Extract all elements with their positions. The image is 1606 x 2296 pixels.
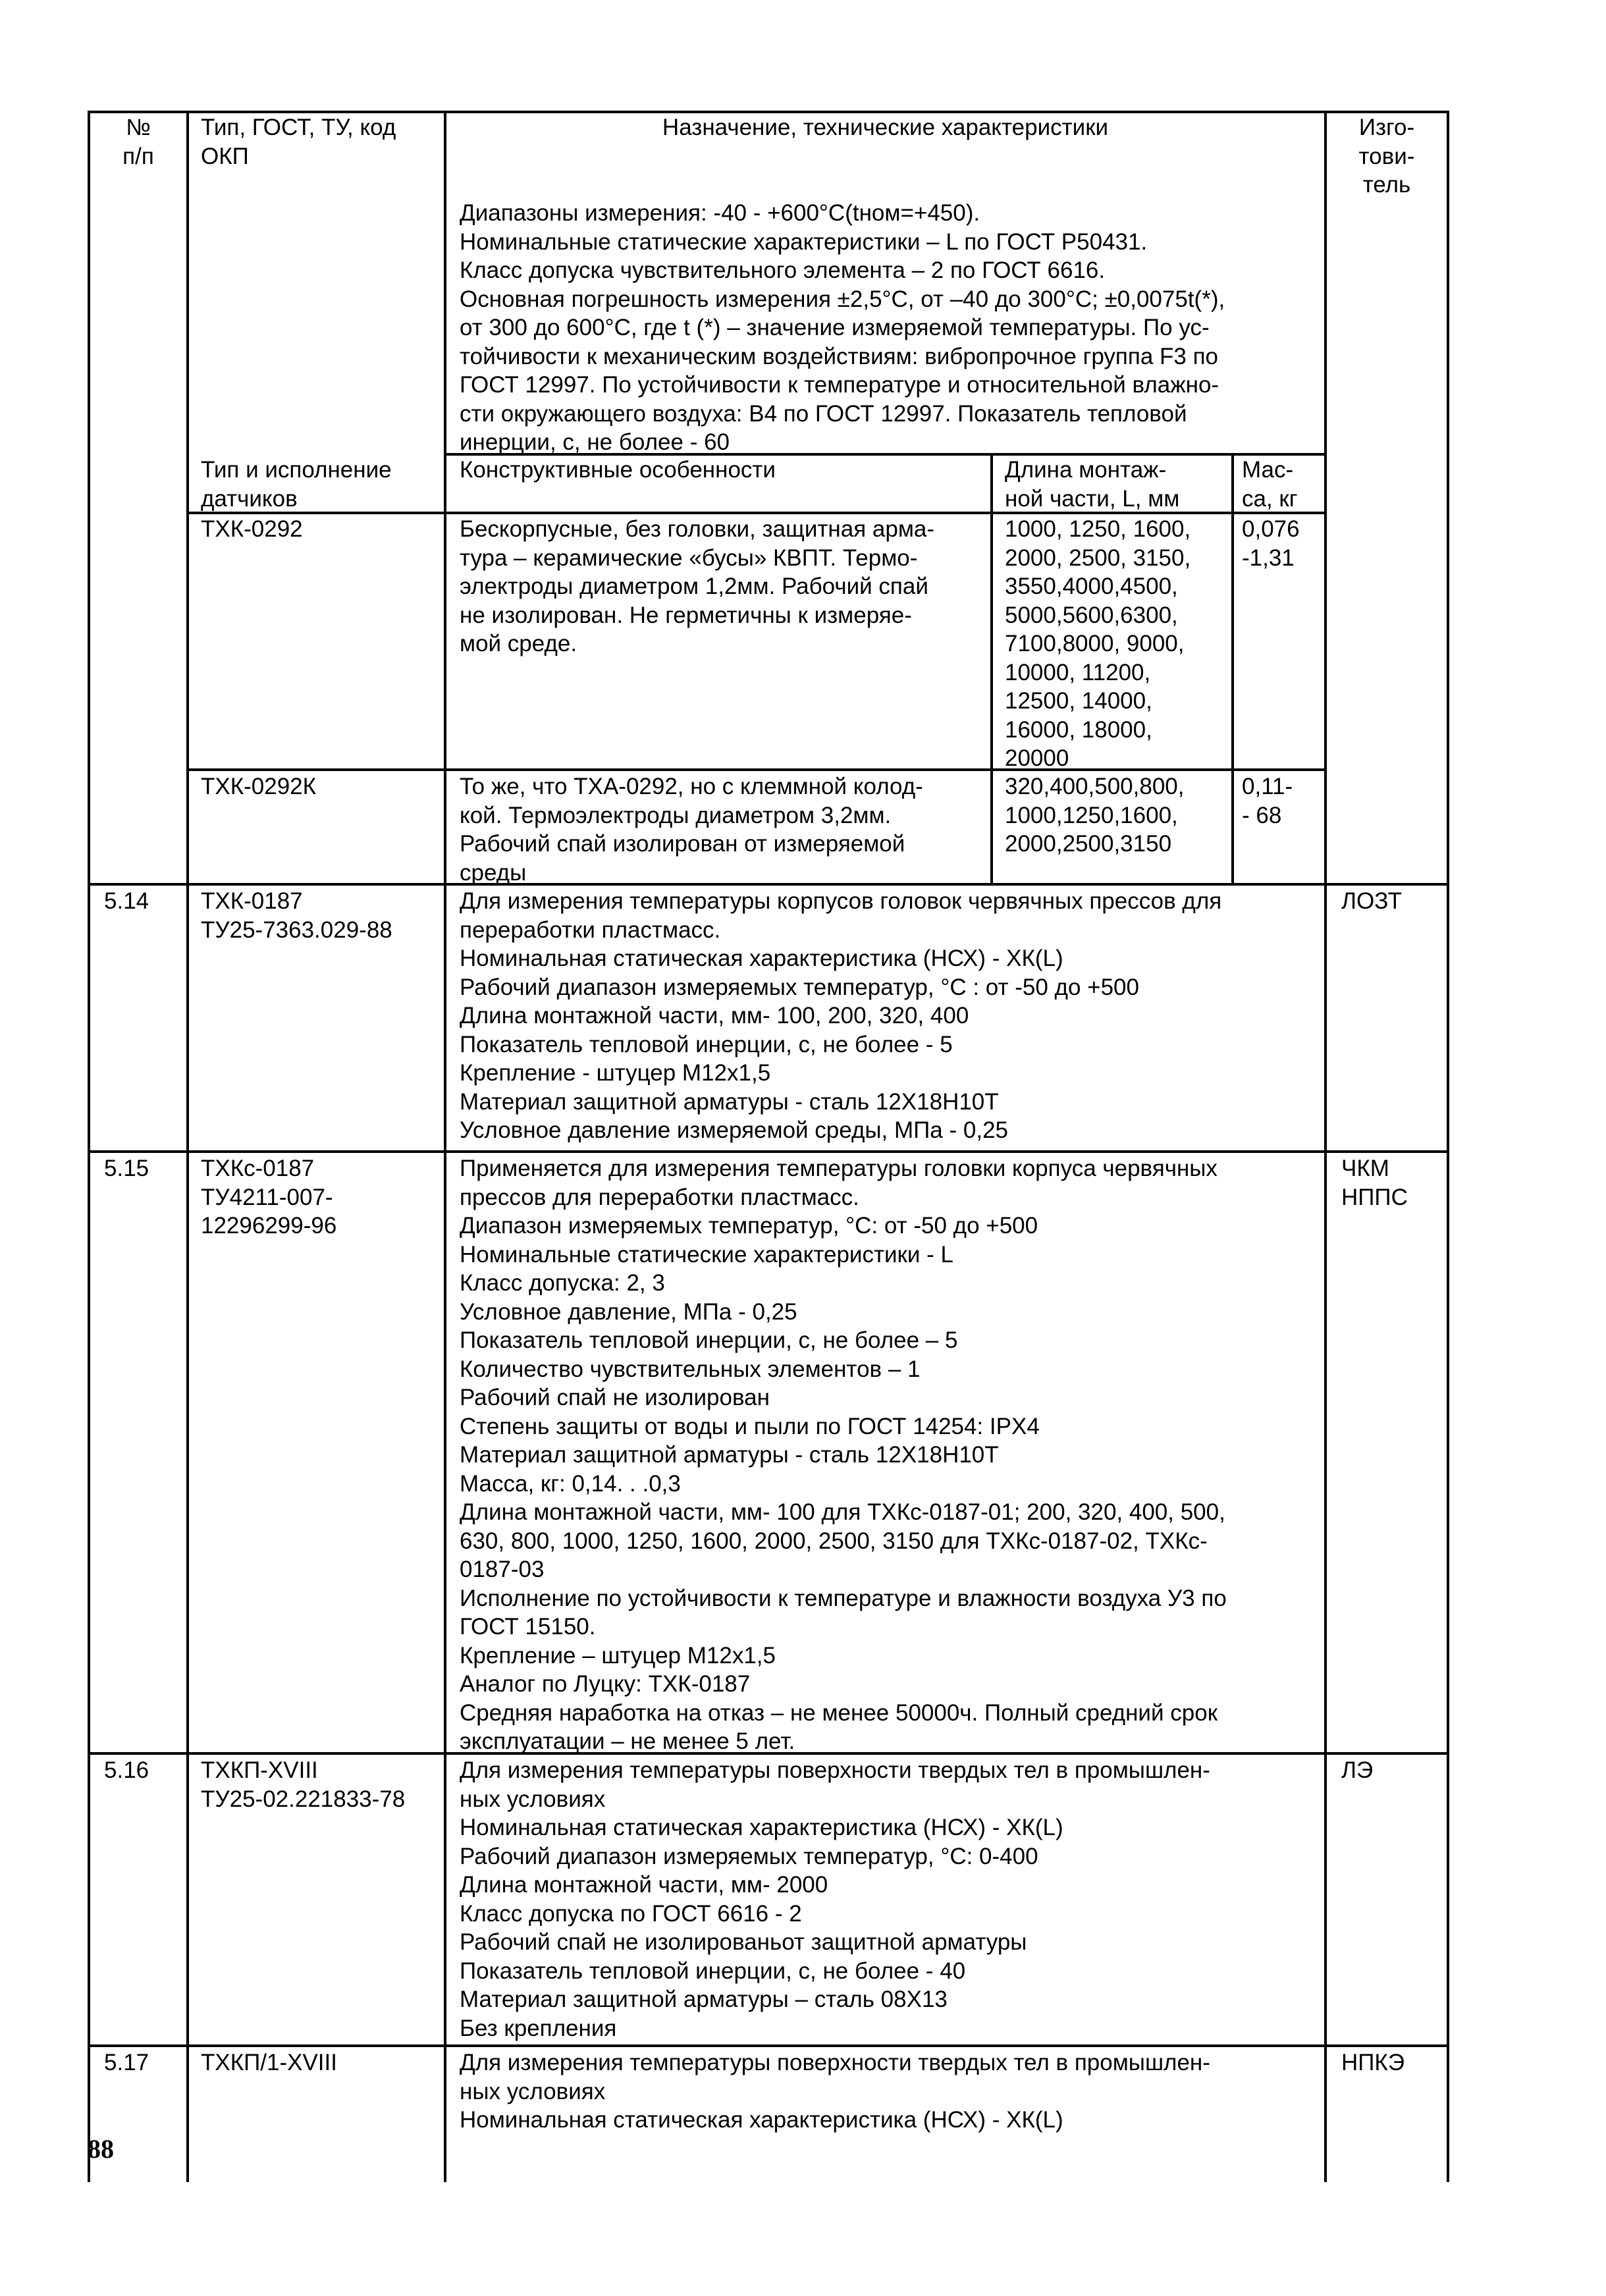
row-type: ТХК-0187 ТУ25-7363.029-88 bbox=[201, 888, 392, 943]
variant-length: 1000, 1250, 1600, 2000, 2500, 3150, 3550,4000,4500, 5000,5600,6300, 7100,8000, 9000, 10000, 11200, 12500, 14000, 16000, 18000, 20000 bbox=[1005, 516, 1191, 771]
subheader-length: Длина монтаж- ной части, L, мм bbox=[1005, 457, 1180, 512]
col-divider-length bbox=[990, 453, 993, 883]
row-manufacturer: НПКЭ bbox=[1341, 2050, 1405, 2075]
row-type: ТХКс-0187 ТУ4211-007- 12296299-96 bbox=[201, 1156, 337, 1239]
table-right-border bbox=[1447, 111, 1449, 2182]
variant-design: Бескорпусные, без головки, защитная арма- тура – керамические «бусы» КВПТ. Термо- электроды диаметром 1,2мм. Рабочий спай не изолирован. Не герметичны к измеряе- мой среде. bbox=[460, 516, 935, 656]
row-number: 5.17 bbox=[104, 2050, 149, 2075]
row-line-5-17 bbox=[88, 2044, 1449, 2047]
variant-mass: 0,076 -1,31 bbox=[1242, 516, 1300, 571]
row-manufacturer: ЛЭ bbox=[1341, 1757, 1374, 1783]
row-manufacturer: ЛОЗТ bbox=[1341, 888, 1402, 914]
row-description: Для измерения температуры корпусов головок червячных прессов для переработки пластмасс. Номинальная статическая характеристика (НСХ) - ХК(L) Рабочий диапазон измеряемых температур, °С : от -50 до +500 Длина монтажной части, мм- 100, 200, 320, 400 Показатель тепловой инерции, с, не более - 5 Крепление - штуцер М12х1,5 Материал защитной арматуры - сталь 12Х18Н10Т Условное давление измеряемой среды, МПа - 0,25 bbox=[460, 888, 1222, 1143]
header-maker: Изго- тови- тель bbox=[1358, 115, 1415, 198]
continued-spec-text: Диапазоны измерения: -40 - +600°C(tном=+450). Номинальные статические характеристики – L по ГОСТ Р50431. Класс допуска чувствительного элемента – 2 по ГОСТ 6616. Основная погрешность измерения ±2,5°С, от –40 до 300°С; ±0,0075t(*), от 300 до 600°С, где t (*) – значение измеряемой температуры. По ус- тойчивости к механическим воздействиям: вибропрочное группа F3 по ГОСТ 12997. По устойчивости к температуре и относительной влажно- сти окружающего воздуха: В4 по ГОСТ 12997. Показатель тепловой инерции, с, не более - 60 bbox=[460, 200, 1225, 455]
col-divider-type bbox=[444, 111, 446, 2182]
row-description: Для измерения температуры поверхности твердых тел в промышлен- ных условиях Номинальная статическая характеристика (НСХ) - ХК(L) bbox=[460, 2050, 1210, 2133]
col-divider-mass bbox=[1231, 453, 1234, 883]
row-description: Для измерения температуры поверхности твердых тел в промышлен- ных условиях Номинальная статическая характеристика (НСХ) - ХК(L) Рабочий диапазон измеряемых температур, °С: 0-400 Длина монтажной части, мм- 2000 Класс допуска по ГОСТ 6616 - 2 Рабочий спай не изолированьот защитной арматуры Показатель тепловой инерции, с, не более - 40 Материал защитной арматуры – сталь 08Х13 Без крепления bbox=[460, 1757, 1210, 2041]
subheader-type: Тип и исполнение датчиков bbox=[201, 457, 392, 512]
header-purpose: Назначение, технические характеристики bbox=[662, 115, 1109, 140]
row-number: 5.14 bbox=[104, 888, 149, 914]
table-left-border bbox=[88, 111, 90, 2182]
variant-mass: 0,11- - 68 bbox=[1242, 774, 1293, 828]
variant-length: 320,400,500,800, 1000,1250,1600, 2000,2500,3150 bbox=[1005, 774, 1185, 857]
col-divider-num bbox=[186, 111, 189, 2182]
subheader-mass: Мас- са, кг bbox=[1242, 457, 1298, 512]
page-number: 88 bbox=[88, 2134, 114, 2164]
col-divider-maker bbox=[1324, 111, 1327, 2182]
row-type: ТХКП/1-XVIII bbox=[201, 2050, 337, 2075]
row-line-5-15 bbox=[88, 1150, 1449, 1153]
variant-type: ТХК-0292К bbox=[201, 774, 317, 799]
variant-design: То же, что ТХА-0292, но с клеммной колод- кой. Термоэлектроды диаметром 3,2мм. Рабочий спай изолирован от измеряемой среды bbox=[460, 774, 923, 886]
header-type: Тип, ГОСТ, ТУ, код ОКП bbox=[201, 115, 396, 169]
row-number: 5.15 bbox=[104, 1156, 149, 1181]
variant-type: ТХК-0292 bbox=[201, 516, 303, 542]
row-number: 5.16 bbox=[104, 1757, 149, 1783]
header-num: № п/п bbox=[122, 115, 154, 169]
subheader-design: Конструктивные особенности bbox=[460, 457, 776, 483]
row-manufacturer: ЧКМ НППС bbox=[1341, 1156, 1408, 1210]
row-description: Применяется для измерения температуры головки корпуса червячных прессов для переработки пластмасс. Диапазон измеряемых температур, °С: от -50 до +500 Номинальные статические характеристики - L Класс допуска: 2, 3 Условное давление, МПа - 0,25 Показатель тепловой инерции, с, не более – 5 Количество чувствительных элементов – 1 Рабочий спай не изолирован Степень защиты от воды и пыли по ГОСТ 14254: IPX4 Материал защитной арматуры - сталь 12Х18Н10Т Масса, кг: 0,14. . .0,3 Длина монтажной части, мм- 100 для ТХКс-0187-01; 200, 320, 400, 500, 630, 800, 1000, 1250, 1600, 2000, 2500, 3150 для ТХКс-0187-02, ТХКс- 0187-03 Исполнение по устойчивости к температуре и влажности воздуха У3 по ГОСТ 15150. Крепление – штуцер М12х1,5 Аналог по Луцку: ТХК-0187 Средняя наработка на отказ – не менее 50000ч. Полный средний срок эксплуатации – не менее 5 лет. bbox=[460, 1156, 1227, 1754]
row-type: ТХКП-XVIII ТУ25-02.221833-78 bbox=[201, 1757, 406, 1812]
